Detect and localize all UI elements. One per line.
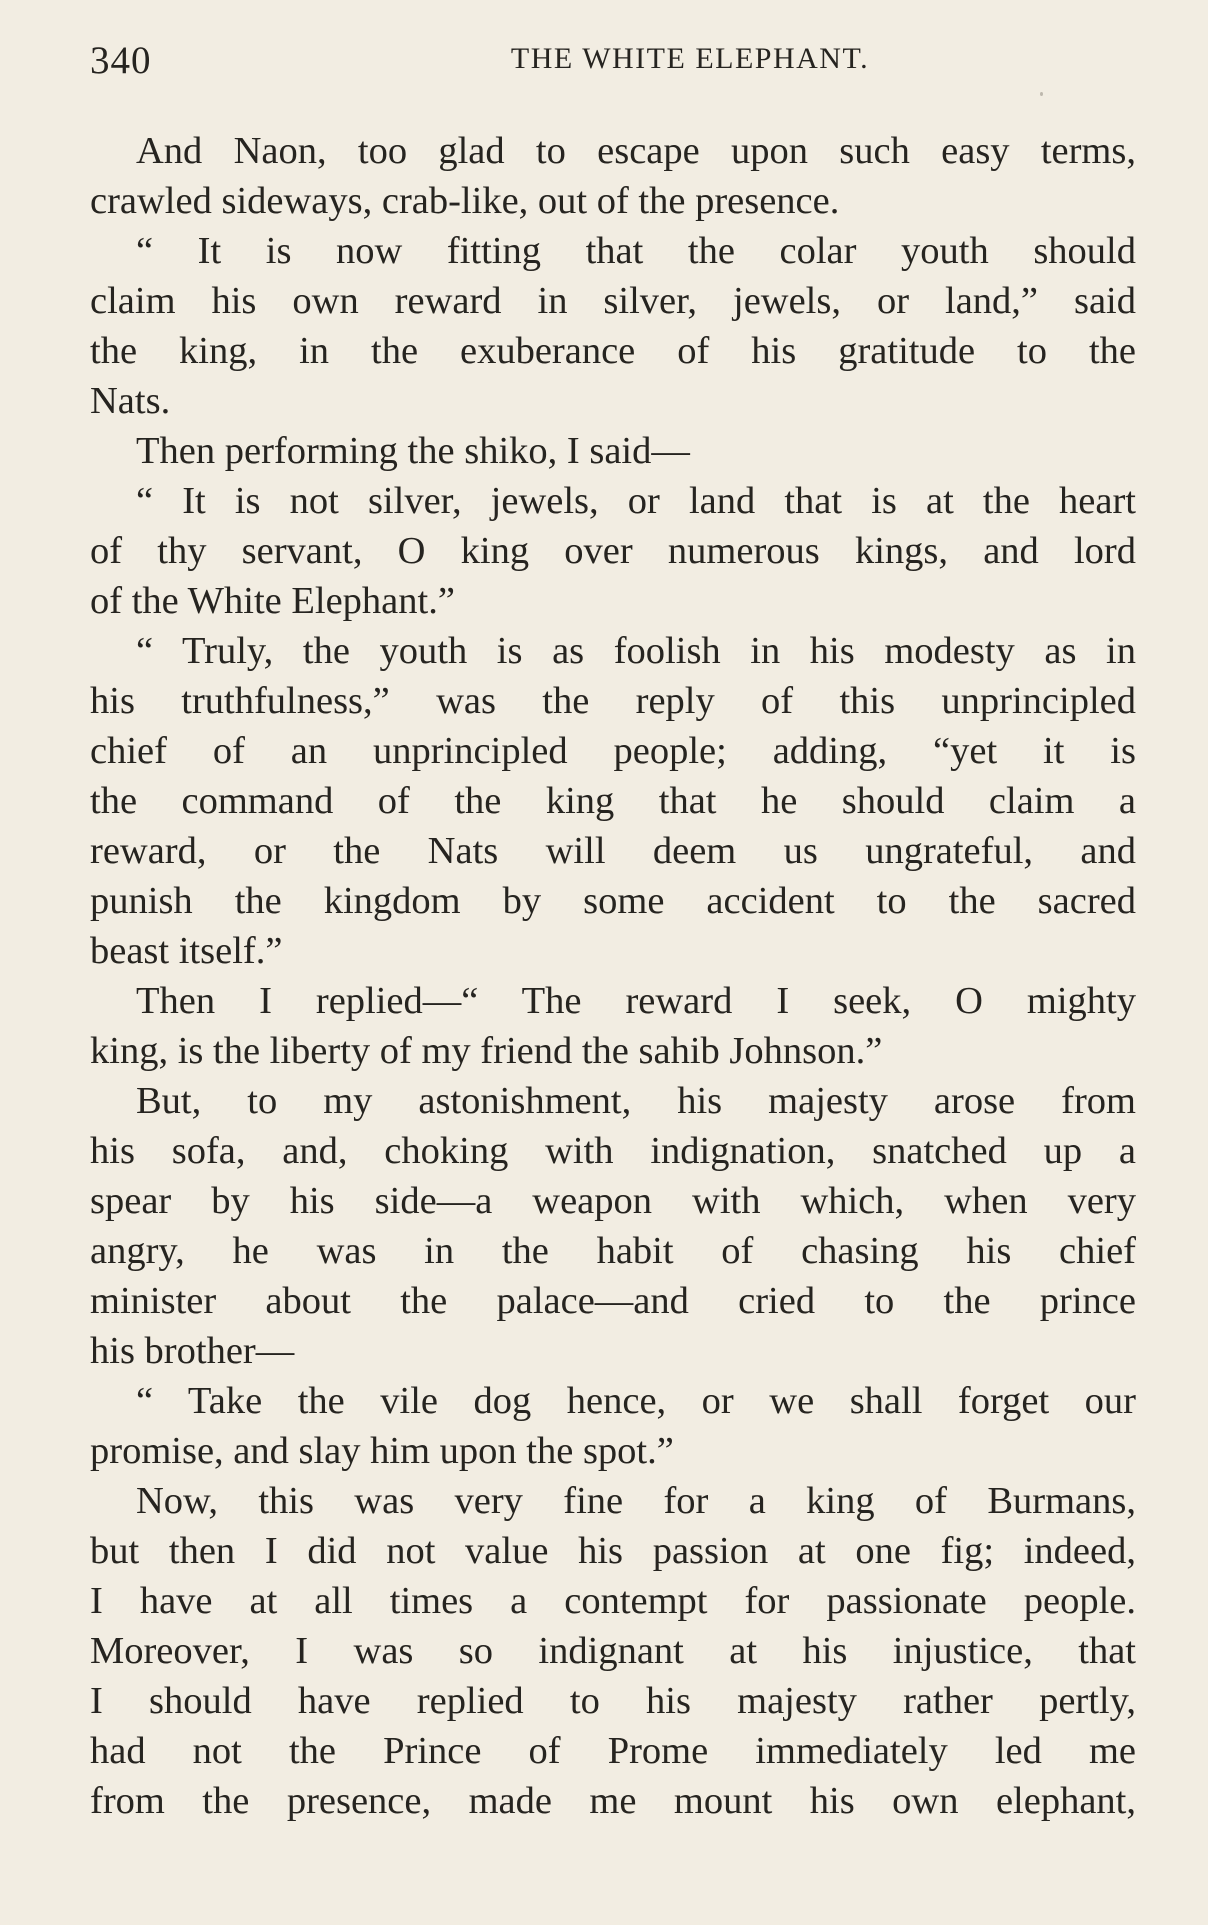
text-line: had not the Prince of Prome immediately led me xyxy=(90,1730,1136,1772)
text-line: his brother— xyxy=(90,1330,295,1372)
text-line: “ It is now fitting that the colar youth should xyxy=(136,230,1136,272)
text-line: I should have replied to his majesty rather pertly, xyxy=(90,1680,1136,1722)
text-line: chief of an unprincipled people; adding, “yet it is xyxy=(90,730,1136,772)
text-line: of the White Elephant.” xyxy=(90,580,455,622)
paper-speck xyxy=(1040,92,1043,96)
text-line: I have at all times a contempt for passionate people. xyxy=(90,1580,1136,1622)
text-line: beast itself.” xyxy=(90,930,283,972)
text-line: crawled sideways, crab-like, out of the presence. xyxy=(90,180,840,222)
text-line: “ Truly, the youth is as foolish in his modesty as in xyxy=(136,630,1136,672)
text-line: spear by his side—a weapon with which, when very xyxy=(90,1180,1136,1222)
running-title: THE WHITE ELEPHANT. xyxy=(510,42,870,75)
text-line: Now, this was very fine for a king of Burmans, xyxy=(136,1480,1136,1522)
text-line: the king, in the exuberance of his gratitude to the xyxy=(90,330,1136,372)
text-line: the command of the king that he should claim a xyxy=(90,780,1136,822)
text-line: Nats. xyxy=(90,380,171,422)
text-line: his sofa, and, choking with indignation, snatched up a xyxy=(90,1130,1136,1172)
text-line: of thy servant, O king over numerous kings, and lord xyxy=(90,530,1136,572)
text-line: Then performing the shiko, I said— xyxy=(136,430,690,472)
text-line: minister about the palace—and cried to the prince xyxy=(90,1280,1136,1322)
text-line: king, is the liberty of my friend the sahib Johnson.” xyxy=(90,1030,883,1072)
text-line: claim his own reward in silver, jewels, or land,” said xyxy=(90,280,1136,322)
running-head xyxy=(90,38,1136,94)
text-line: his truthfulness,” was the reply of this unprincipled xyxy=(90,680,1136,722)
text-line: reward, or the Nats will deem us ungrateful, and xyxy=(90,830,1136,872)
text-line: angry, he was in the habit of chasing his chief xyxy=(90,1230,1136,1272)
text-line: promise, and slay him upon the spot.” xyxy=(90,1430,674,1472)
text-line: but then I did not value his passion at one fig; indeed, xyxy=(90,1530,1136,1572)
body-text xyxy=(90,126,1136,1826)
text-line: And Naon, too glad to escape upon such easy terms, xyxy=(136,130,1136,172)
text-line: But, to my astonishment, his majesty arose from xyxy=(136,1080,1136,1122)
text-line: Then I replied—“ The reward I seek, O mighty xyxy=(136,980,1136,1022)
text-line: from the presence, made me mount his own elephant, xyxy=(90,1780,1136,1822)
text-line: “ Take the vile dog hence, or we shall forget our xyxy=(136,1380,1136,1422)
text-line: punish the kingdom by some accident to the sacred xyxy=(90,880,1136,922)
page-number: 340 xyxy=(90,39,152,82)
text-line: Moreover, I was so indignant at his injustice, that xyxy=(90,1630,1136,1672)
text-line: “ It is not silver, jewels, or land that is at the heart xyxy=(136,480,1136,522)
